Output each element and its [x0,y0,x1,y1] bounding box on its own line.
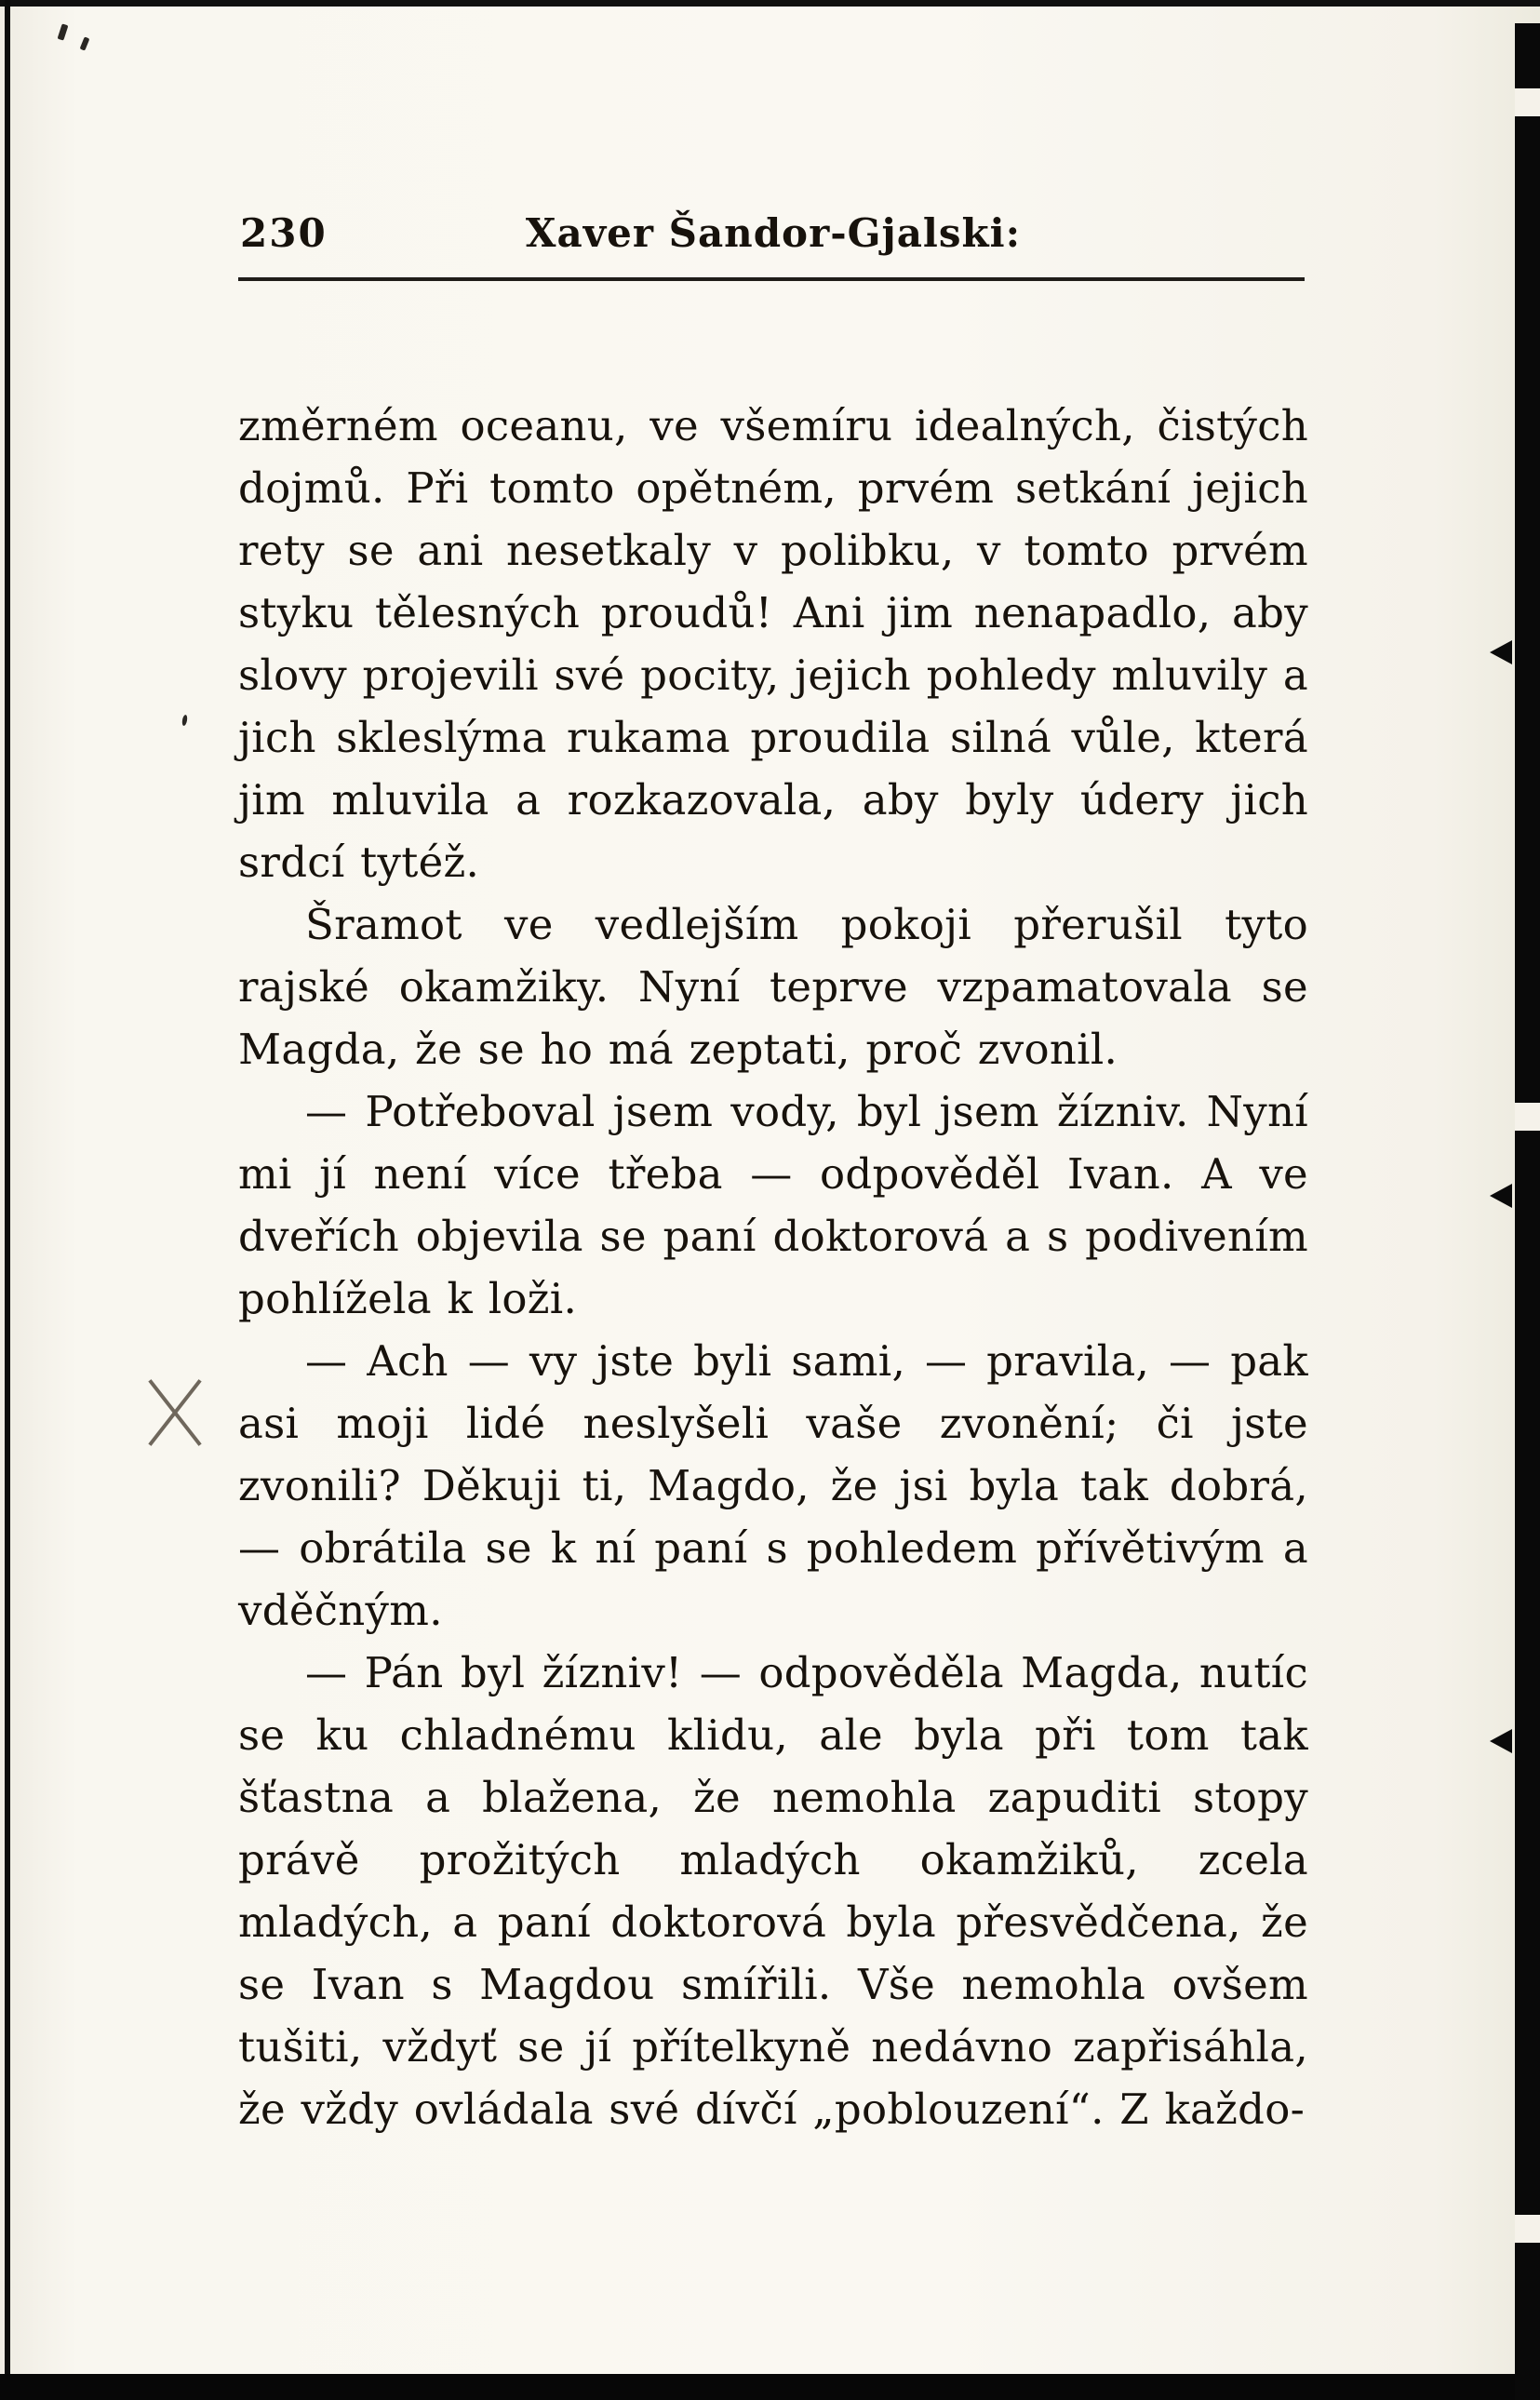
text-block [238,210,1308,2140]
paragraph: — Ach — vy jste byli sami, — pravila, — pak asi moji lidé neslyšeli vaše zvonění; či jste zvonili? Děkuji ti, Magdo, že jsi byla tak dobrá, — obrátila se k ní paní s pohledem přívětivým a vděčným. [238,1336,1308,1635]
body-text [238,395,1308,2140]
paragraph: změrném oceanu, ve všemíru idealných, čistých dojmů. Při tomto opětném, prvém setkání jejich rety se ani nesetkaly v polibku, v tomto prvém styku tělesných proudů! Ani jim nenapadlo, aby slovy projevili své pocity, jejich pohledy mluvily a jich skleslýma rukama proudila silná vůle, která jim mluvila a rozkazovala, aby byly údery jich srdcí tytéž. [238,401,1308,887]
page-header [238,210,1308,270]
margin-tick-mark [1490,640,1512,664]
scan-edge-bottom [0,2374,1540,2400]
scan-edge-right-band [1515,23,1540,2400]
scan-band-notch [1515,2215,1540,2243]
margin-tick-mark [1490,1729,1512,1753]
header-rule [238,277,1305,281]
scan-edge-top [0,0,1540,7]
scan-band-notch [1515,1103,1540,1131]
scan-speck [80,36,90,50]
page-number: 230 [240,210,328,256]
paragraph: Šramot ve vedlejším pokoji přerušil tyto rajské okamžiky. Nyní teprve vzpamatovala se Magda, že se ho má zeptati, proč zvonil. [238,900,1308,1074]
scan-edge-left [5,0,10,2400]
pencil-x-mark [138,1375,212,1450]
running-header: Xaver Šandor-Gjalski: [525,210,1022,256]
margin-tick-mark [1490,1184,1512,1208]
scan-band-notch [1515,88,1540,116]
scan-speck [58,23,69,40]
scan-speck [181,715,188,727]
paragraph: — Potřeboval jsem vody, byl jsem žízniv. Nyní mi jí není více třeba — odpověděl Ivan. A ve dveřích objevila se paní doktorová a s podivením pohlížela k loži. [238,1087,1308,1323]
paragraph: — Pán byl žízniv! — odpověděla Magda, nutíc se ku chladnému klidu, ale byla při tom tak šťastna a blažena, že nemohla zapuditi stopy právě prožitých mladých okamžiků, zcela mladých, a paní doktorová byla přesvědčena, že se Ivan s Magdou smířili. Vše nemohla ovšem tušiti, vždyť se jí přítelkyně nedávno zapřisáhla, že vždy ovládala své dívčí „poblouzení“. Z každo- [238,1648,1308,2134]
